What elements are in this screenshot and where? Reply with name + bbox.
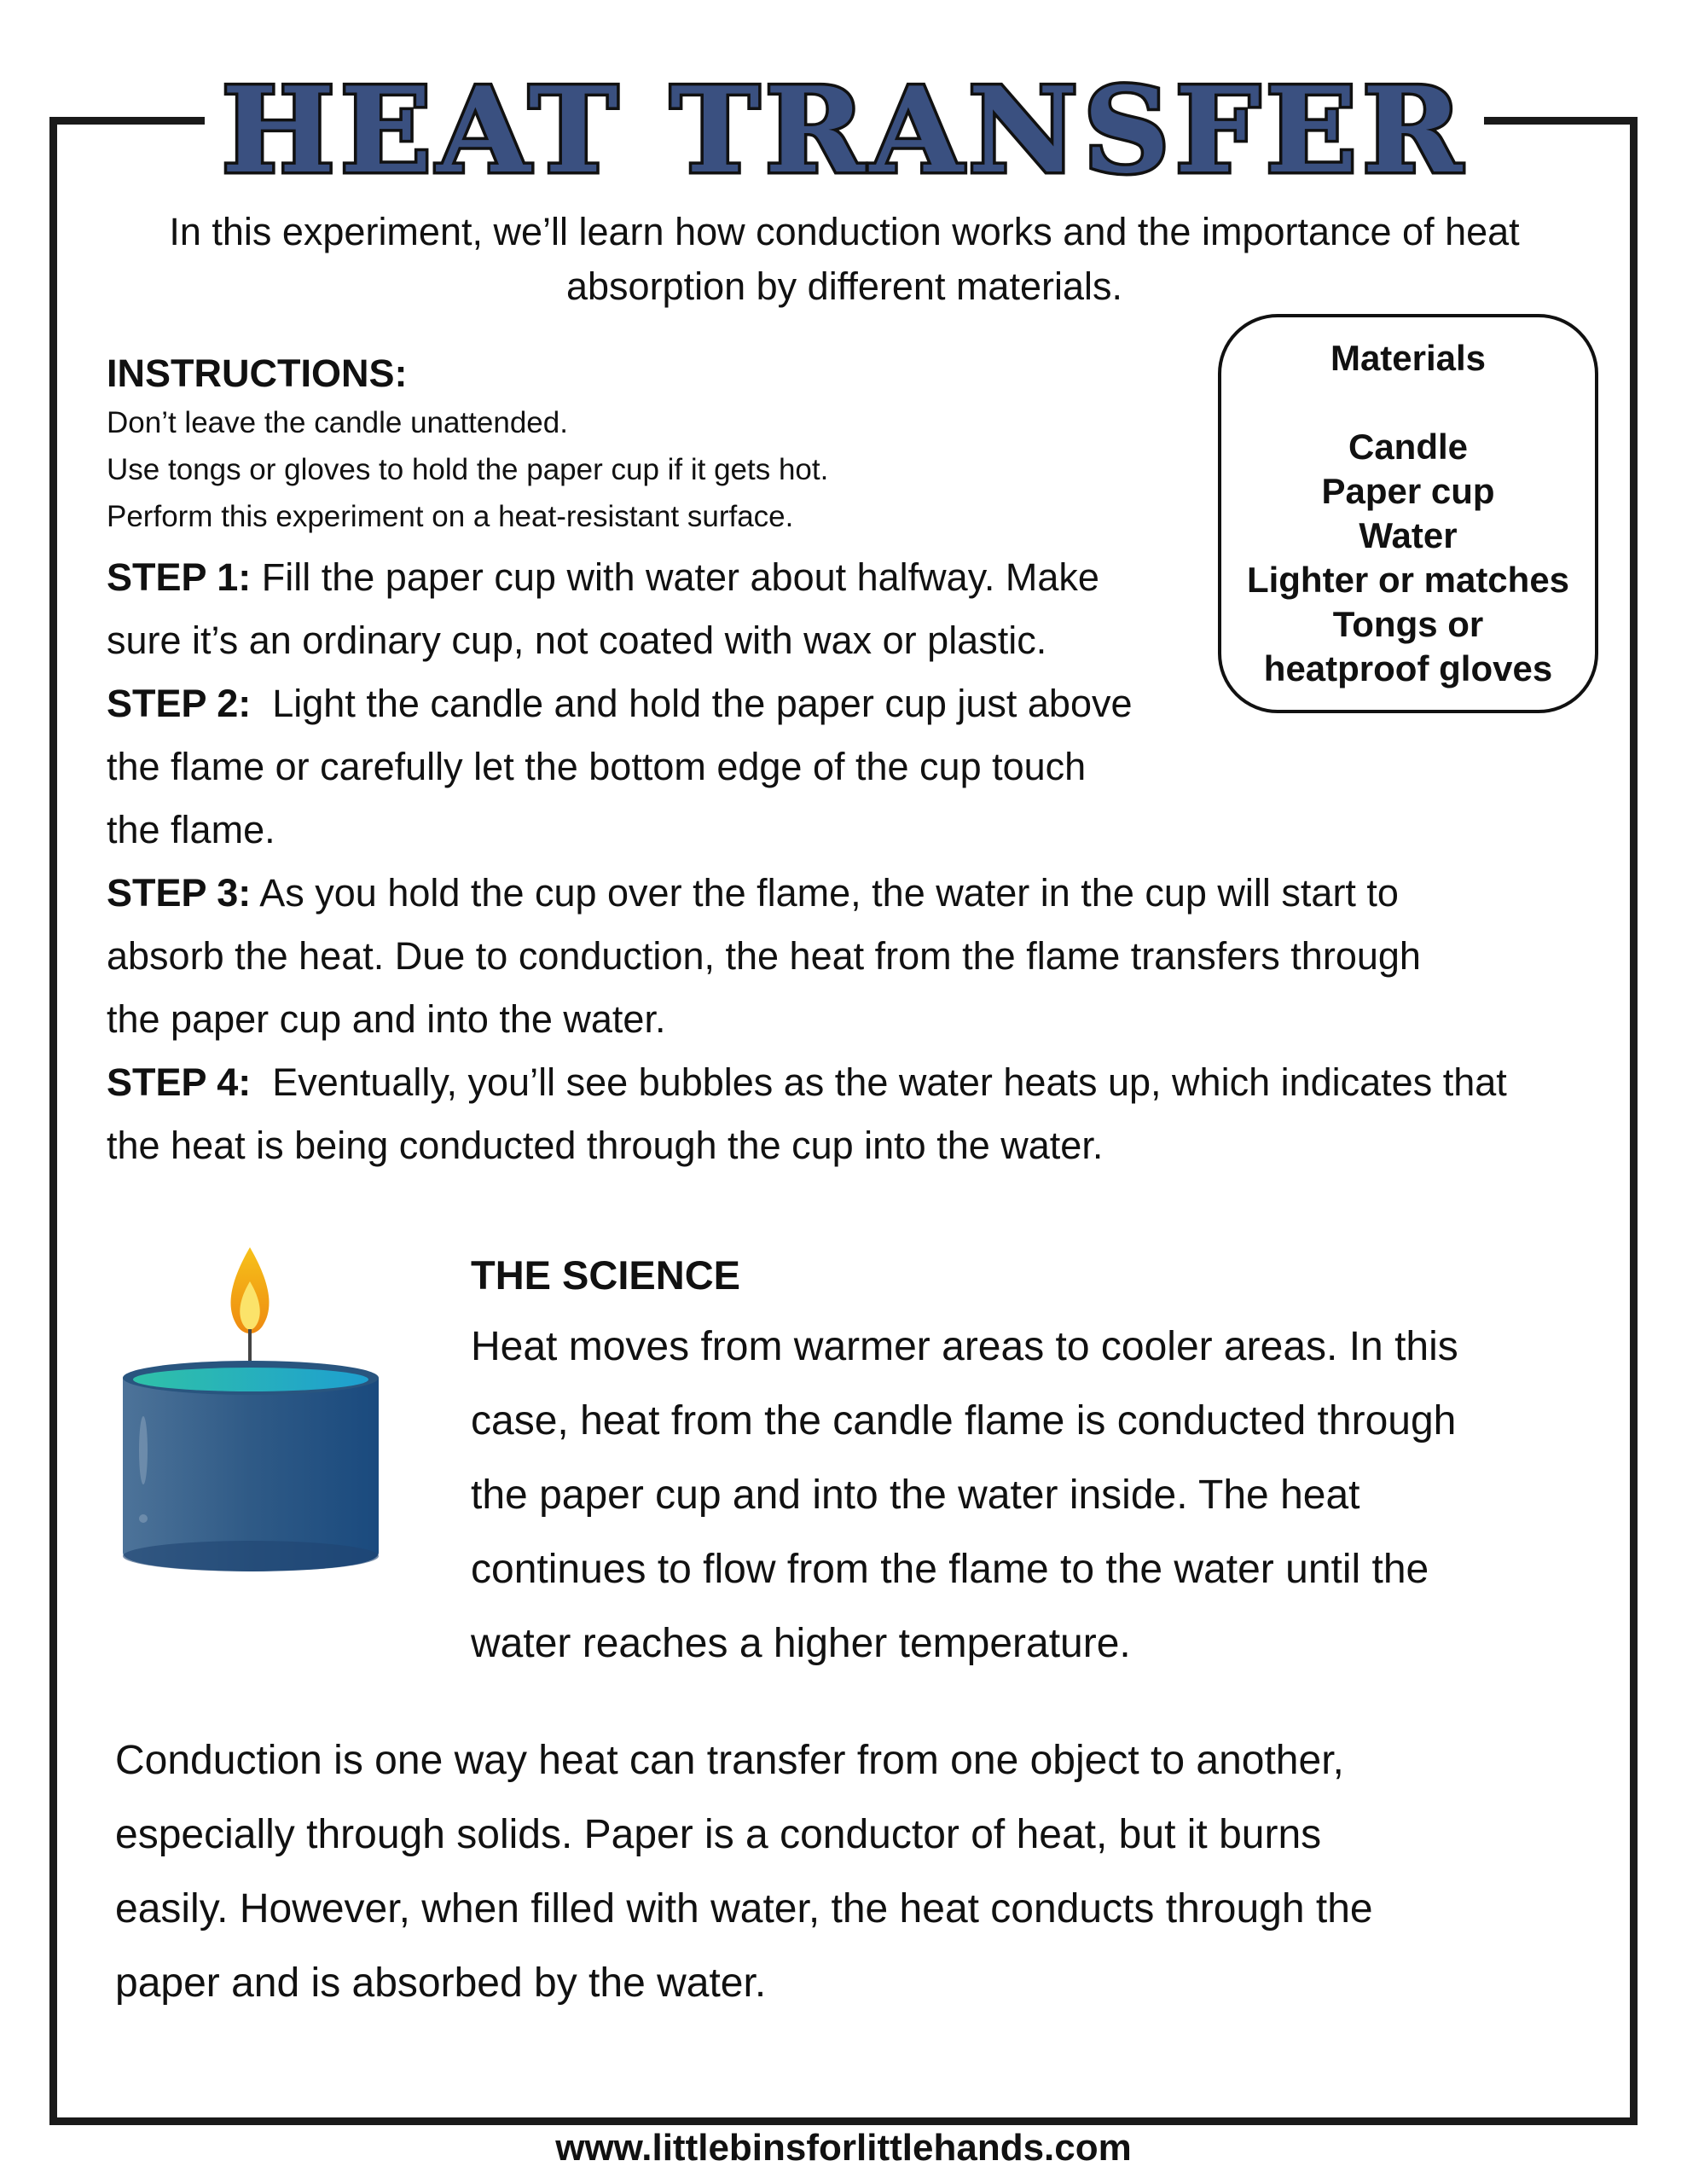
step-2 <box>107 672 1507 735</box>
conduction-paragraph <box>115 1723 1616 2020</box>
instructions-heading: INSTRUCTIONS: <box>107 351 408 395</box>
science-line: Heat moves from warmer areas to cooler areas. In this <box>471 1324 1458 1369</box>
conduction-line: especially through solids. Paper is a conductor of heat, but it burns <box>115 1812 1322 1857</box>
step-text-line: the flame. <box>107 808 275 851</box>
instructions-section <box>107 348 1215 540</box>
step-4 <box>107 1051 1507 1114</box>
safety-note: Use tongs or gloves to hold the paper cup if it gets hot. <box>107 453 829 486</box>
conduction-line: easily. However, when filled with water, the heat conducts through the <box>115 1886 1373 1931</box>
step-text-line: sure it’s an ordinary cup, not coated with wax or plastic. <box>107 619 1047 662</box>
step-label: STEP 1: <box>107 555 252 599</box>
step-text: Eventually, you’ll see bubbles as the water heats up, which indicates that <box>272 1060 1507 1104</box>
material-item: Paper cup <box>1321 471 1495 511</box>
material-item: Candle <box>1348 427 1469 467</box>
step-text: Fill the paper cup with water about halfway. Make <box>261 555 1099 599</box>
step-text-line: absorb the heat. Due to conduction, the heat from the flame transfers through <box>107 934 1421 978</box>
step-text-line: the flame or carefully let the bottom edge of the cup touch <box>107 745 1087 788</box>
title-area <box>205 60 1484 200</box>
step-text-line: the paper cup and into the water. <box>107 997 666 1041</box>
step-1 <box>107 546 1507 609</box>
step-text-line: the heat is being conducted through the cup into the water. <box>107 1124 1104 1167</box>
conduction-line: paper and is absorbed by the water. <box>115 1960 767 2006</box>
materials-title: Materials <box>1330 338 1487 378</box>
conduction-line: Conduction is one way heat can transfer from one object to another, <box>115 1738 1344 1783</box>
intro-line-2: absorption by different materials. <box>565 264 1123 308</box>
step-label: STEP 3: <box>107 871 252 915</box>
candle-bottom-shade <box>123 1541 379 1571</box>
material-item: heatproof gloves <box>1263 648 1553 688</box>
steps-list <box>107 546 1507 1177</box>
step-label: STEP 4: <box>107 1060 252 1104</box>
step-label: STEP 2: <box>107 682 252 725</box>
science-heading: THE SCIENCE <box>471 1252 740 1298</box>
science-text <box>471 1310 1597 1681</box>
candle-wax-top <box>133 1368 368 1391</box>
science-line: continues to flow from the flame to the water until the <box>471 1547 1429 1592</box>
material-item: Tongs or <box>1332 604 1484 644</box>
step-text: As you hold the cup over the flame, the water in the cup will start to <box>259 871 1399 915</box>
step-text: Light the candle and hold the paper cup just above <box>272 682 1133 725</box>
candle-icon <box>111 1237 392 1621</box>
candle-illustration <box>111 1237 392 1621</box>
safety-note: Don’t leave the candle unattended. <box>107 406 568 439</box>
candle-highlight-dot <box>139 1514 148 1523</box>
science-line: case, heat from the candle flame is conducted through <box>471 1398 1457 1443</box>
material-item: Water <box>1359 515 1458 555</box>
science-line: the paper cup and into the water inside. The heat <box>471 1472 1360 1518</box>
safety-note: Perform this experiment on a heat-resistant surface. <box>107 500 794 533</box>
page-title: HEAT TRANSFER <box>221 60 1468 200</box>
candle-highlight <box>139 1416 148 1484</box>
intro-line-1: In this experiment, we’ll learn how conduction works and the importance of heat <box>169 210 1520 253</box>
material-item: Lighter or matches <box>1246 560 1570 600</box>
footer-url[interactable]: www.littlebinsforlittlehands.com <box>555 2127 1132 2169</box>
science-line: water reaches a higher temperature. <box>471 1621 1131 1666</box>
intro-text <box>94 205 1595 314</box>
science-section <box>471 1241 1597 1681</box>
step-3 <box>107 862 1507 925</box>
